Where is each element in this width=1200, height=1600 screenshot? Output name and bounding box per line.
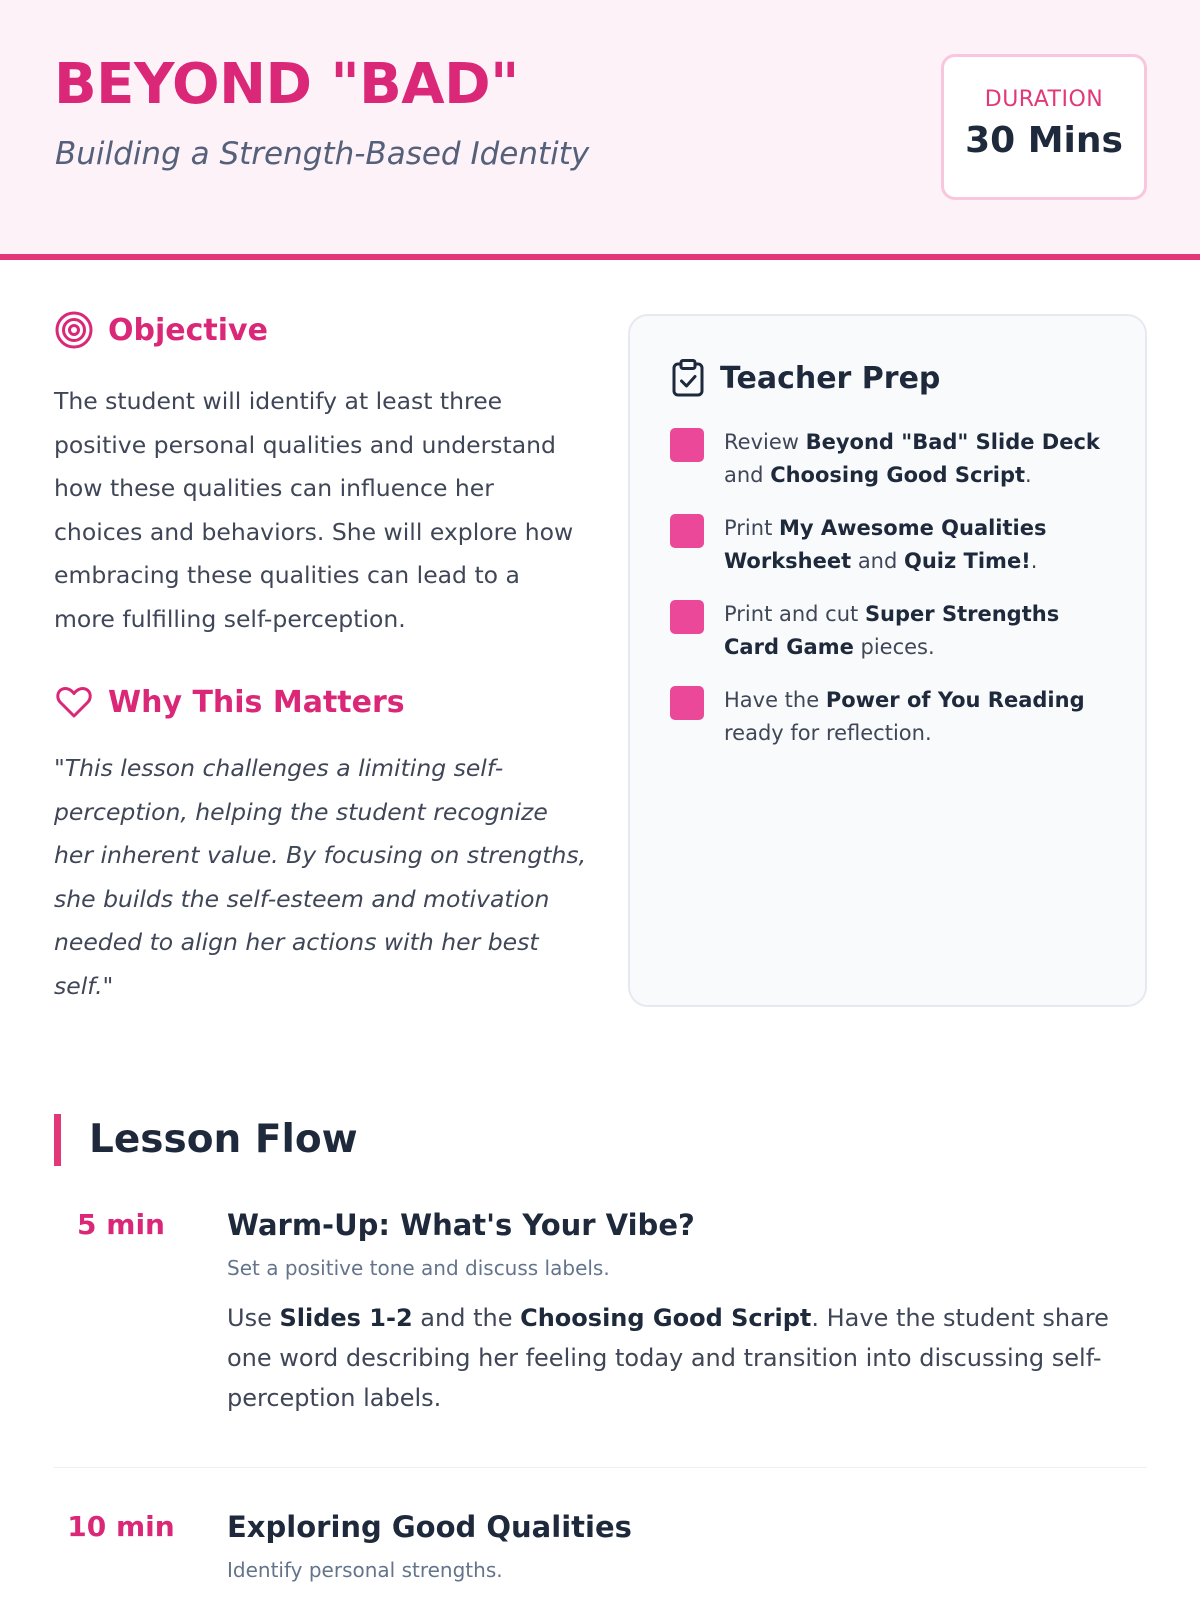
step-duration: 10 min: [67, 1510, 175, 1543]
emphasis-text: Super Strengths Card Game: [724, 602, 1060, 659]
lesson-header: [0, 0, 1200, 260]
page-subtitle: Building a Strength-Based Identity: [55, 136, 590, 172]
text-run: . Have the student share one word describing her feeling today and transition into discussing self-perception labels.: [227, 1304, 1109, 1412]
text-run: .: [1030, 549, 1038, 573]
step-title: Warm-Up: What's Your Vibe?: [227, 1208, 695, 1242]
prep-item: [670, 512, 1110, 578]
prep-item: [670, 426, 1110, 492]
step-title: Exploring Good Qualities: [227, 1510, 632, 1544]
teacher-prep-label: Teacher Prep: [720, 360, 941, 396]
emphasis-text: Choosing Good Script: [770, 463, 1026, 487]
prep-item-text: [724, 684, 1110, 750]
prep-checklist: [670, 426, 1110, 770]
text-run: and the: [412, 1304, 521, 1332]
step-divider: [54, 1467, 1147, 1468]
page-title: BEYOND "BAD": [54, 52, 519, 117]
checkbox[interactable]: [670, 600, 704, 634]
why-heading-label: Why This Matters: [108, 684, 405, 720]
emphasis-text: Beyond "Bad" Slide Deck: [805, 430, 1100, 454]
prep-item: [670, 598, 1110, 664]
step-subtitle: Set a positive tone and discuss labels.: [227, 1256, 610, 1280]
text-run: Print: [724, 516, 779, 540]
teacher-prep-heading: [670, 358, 940, 398]
emphasis-text: My Awesome Qualities Worksheet: [724, 516, 1047, 573]
emphasis-text: Power of You Reading: [825, 688, 1085, 712]
step-description: [227, 1298, 1147, 1418]
duration-value: 30 Mins: [965, 120, 1123, 161]
target-icon: [54, 310, 94, 350]
text-run: Use: [227, 1304, 280, 1332]
text-run: .: [1025, 463, 1032, 487]
step-duration: 5 min: [77, 1208, 165, 1241]
text-run: Have the: [724, 688, 826, 712]
checkbox[interactable]: [670, 514, 704, 548]
text-run: Review: [724, 430, 806, 454]
lesson-flow-heading: Lesson Flow: [54, 1114, 358, 1166]
text-run: pieces.: [853, 635, 935, 659]
emphasis-text: Quiz Time!: [904, 549, 1031, 573]
prep-item-text: [724, 426, 1110, 492]
why-heading: [54, 682, 405, 722]
prep-item-text: [724, 598, 1110, 664]
emphasis-text: Choosing Good Script: [520, 1304, 812, 1332]
clipboard-check-icon: [670, 358, 706, 398]
prep-item: [670, 684, 1110, 750]
heart-icon: [54, 682, 94, 722]
text-run: ready for reflection.: [724, 721, 932, 745]
step-subtitle: Identify personal strengths.: [227, 1558, 503, 1582]
why-quote: "This lesson challenges a limiting self-perception, helping the student recognize her inherent value. By focusing on strengths, she builds the self-esteem and motivation needed to align her actions with her best self.": [54, 754, 587, 1000]
objective-text: The student will identify at least three positive personal qualities and understand how these qualities can influence her choices and behaviors. She will explore how embracing these qualities can lead to a more fulfilling self-perception.: [54, 387, 574, 633]
duration-badge: [941, 54, 1147, 200]
prep-item-text: [724, 512, 1110, 578]
text-run: and: [724, 463, 771, 487]
teacher-prep-card: [628, 314, 1147, 1007]
text-run: Print and cut: [724, 602, 865, 626]
text-run: and: [851, 549, 904, 573]
objective-heading-label: Objective: [108, 312, 268, 348]
duration-label: DURATION: [984, 87, 1104, 112]
checkbox[interactable]: [670, 428, 704, 462]
emphasis-text: Slides 1-2: [279, 1304, 413, 1332]
objective-heading: [54, 310, 268, 350]
checkbox[interactable]: [670, 686, 704, 720]
